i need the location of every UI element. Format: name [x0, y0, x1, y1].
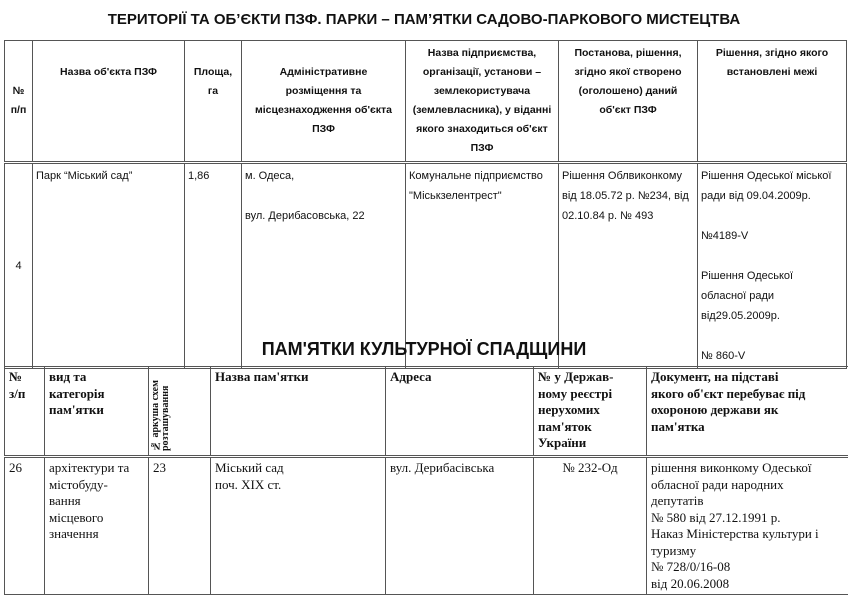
cell-land-user: Комунальне підприємство "Міськзелентрест": [406, 163, 559, 369]
title-text: ТЕРИТОРІЇ ТА ОБ’ЄКТИ ПЗФ. ПАРКИ – ПАМ’ЯТКИ САДОВО-ПАРКОВОГО МИСТЕЦТВА: [108, 11, 741, 28]
header-monument-name: Назва пам'ятки: [211, 367, 386, 457]
cell-category: архітектури та містобуду- вання місцевого значення: [45, 457, 149, 595]
sheet-number-rotated: № аркуша схем розташування: [151, 371, 171, 451]
cell-boundaries: Рішення Одеської міської ради від 09.04.2009р. №4189-V Рішення Одеської обласної ради від29.05.2009р. № 860-V: [698, 163, 847, 369]
header-number: № п/п: [5, 41, 33, 163]
header-address: Адреса: [386, 367, 534, 457]
cell-number: 4: [5, 163, 33, 369]
header-boundaries: Рішення, згідно якого встановлені межі: [698, 41, 847, 163]
header-category: вид та категорія пам'ятки: [45, 367, 149, 457]
cell-object-name: Парк “Міський сад”: [33, 163, 185, 369]
header-decree: Постанова, рішення, згідно якої створено (оголошено) даний об'єкт ПЗФ: [559, 41, 698, 163]
header-registry-number: № у Держав- ному реєстрі нерухомих пам'яток України: [534, 367, 647, 457]
table-header-row: [5, 41, 847, 163]
header-object-name: Назва об'єкта ПЗФ: [33, 41, 185, 163]
header-sheet-number: [149, 367, 211, 457]
header-number: № з/п: [5, 367, 45, 457]
heritage-table: [4, 366, 848, 595]
cell-area: 1,86: [185, 163, 242, 369]
cell-sheet-number: 23: [149, 457, 211, 595]
section-title-parks: [4, 12, 844, 29]
cell-registry-number: № 232-Од: [534, 457, 647, 595]
cell-decree: Рішення Облвиконкому від 18.05.72 р. №234, від 02.10.84 р. № 493: [559, 163, 698, 369]
section-title-heritage: [4, 340, 844, 360]
parks-table: [4, 40, 847, 369]
cell-monument-name: Міський сад поч. XIX ст.: [211, 457, 386, 595]
cell-address: вул. Дерибасівська: [386, 457, 534, 595]
cell-location: м. Одеса, вул. Дерибасовська, 22: [242, 163, 406, 369]
header-document: Документ, на підставі якого об'єкт перебуває під охороною держави як пам'ятка: [647, 367, 848, 457]
title-text: ПАМ'ЯТКИ КУЛЬТУРНОЇ СПАДЩИНИ: [262, 339, 587, 359]
header-location: Адміністративне розміщення та місцезнаходження об'єкта ПЗФ: [242, 41, 406, 163]
table-row: [5, 163, 847, 369]
header-area: Площа, га: [185, 41, 242, 163]
cell-document: рішення виконкому Одеської обласної ради народних депутатів № 580 від 27.12.1991 р. Наказ Міністерства культури і туризму № 728/0/16-08 від 20.06.2008: [647, 457, 848, 595]
header-land-user: Назва підприємства, організації, установи – землекористувача (землевласника), у віданні якого знаходиться об'єкт ПЗФ: [406, 41, 559, 163]
table-header-row: [5, 367, 848, 457]
table-row: [5, 457, 848, 595]
cell-number: 26: [5, 457, 45, 595]
